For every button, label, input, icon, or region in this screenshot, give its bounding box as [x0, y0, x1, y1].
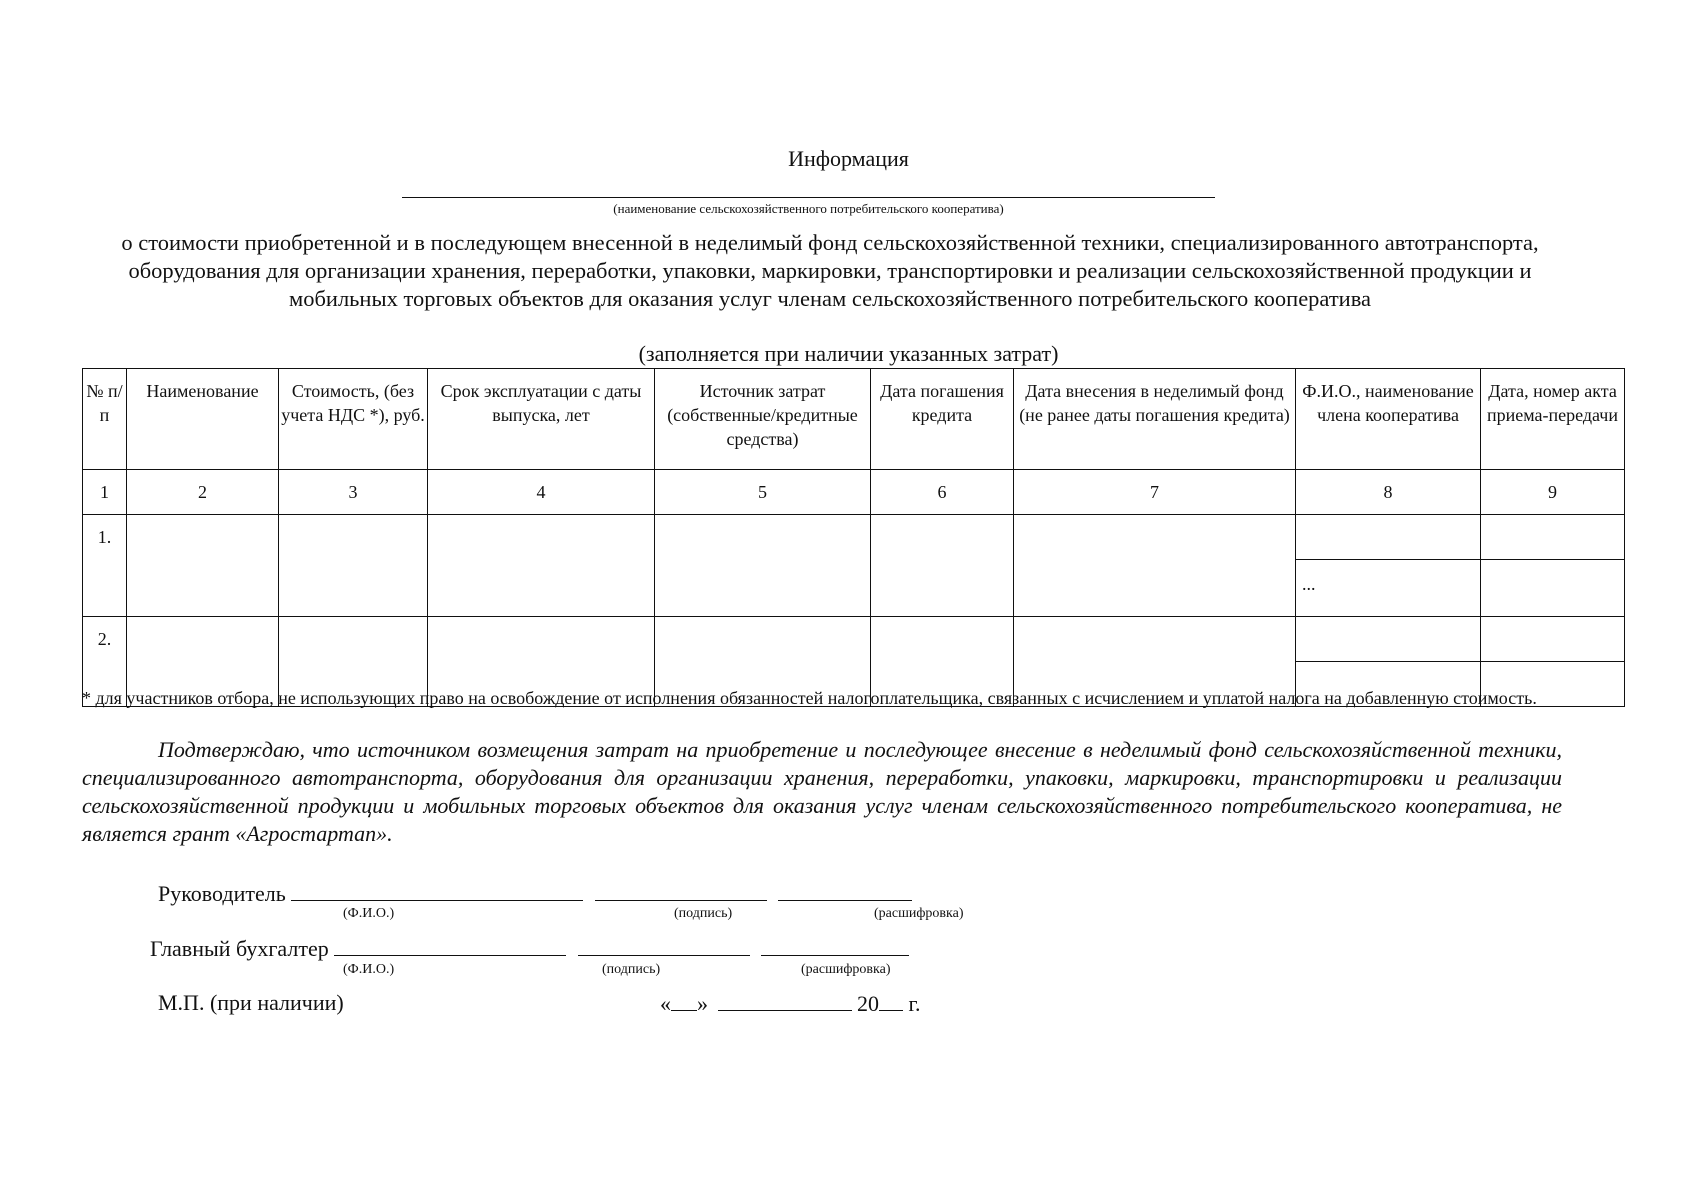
- table-cell: [1481, 515, 1625, 560]
- date-quote-close: »: [697, 991, 708, 1016]
- table-row: [83, 617, 1625, 662]
- accountant-label: Главный бухгалтер: [150, 936, 329, 961]
- accountant-sign-caption: (подпись): [602, 962, 661, 977]
- table-header-row: [83, 369, 1625, 470]
- head-fio-line: [291, 880, 583, 901]
- header-cell: Дата погашения кредита: [871, 369, 1014, 470]
- accountant-fio-caption: (Ф.И.О.): [343, 962, 395, 977]
- row-number: 2.: [83, 617, 127, 707]
- table-cell: [428, 515, 655, 617]
- member-ellipsis: ...: [1296, 560, 1481, 617]
- table-cell: [127, 515, 279, 617]
- accountant-decode-caption: (расшифровка): [801, 962, 891, 977]
- column-number: 3: [279, 470, 428, 515]
- page-title: Информация: [788, 146, 909, 171]
- year-blank: [879, 990, 903, 1011]
- header-cell: Срок эксплуатации с даты выпуска, лет: [428, 369, 655, 470]
- row-number: 1.: [83, 515, 127, 617]
- table-row: [83, 515, 1625, 560]
- year-suffix: г.: [908, 991, 921, 1016]
- cost-info-table: [82, 368, 1625, 707]
- year-prefix: 20: [857, 991, 879, 1016]
- head-sign-caption: (подпись): [674, 906, 733, 921]
- header-cell: Дата внесения в неделимый фонд (не ранее даты погашения кредита): [1014, 369, 1296, 470]
- head-signature-row: [158, 880, 912, 907]
- month-blank: [718, 990, 852, 1011]
- accountant-decode-line: [761, 935, 909, 956]
- column-number: 7: [1014, 470, 1296, 515]
- column-number: 4: [428, 470, 655, 515]
- table-cell: [871, 515, 1014, 617]
- table-cell: [279, 515, 428, 617]
- accountant-signature-row: [150, 935, 909, 962]
- fill-note: (заполняется при наличии указанных затрат): [638, 341, 1059, 366]
- organization-name-line: [402, 197, 1215, 198]
- day-blank: [671, 990, 697, 1011]
- header-cell: Источник затрат (собственные/кредитные средства): [655, 369, 871, 470]
- organization-caption: (наименование сельскохозяйственного потребительского кооператива): [613, 201, 1004, 216]
- column-number: 5: [655, 470, 871, 515]
- date-line: [660, 990, 921, 1017]
- table-cell: [1296, 617, 1481, 662]
- header-cell: Стоимость, (без учета НДС *), руб.: [279, 369, 428, 470]
- table-cell: [1481, 617, 1625, 662]
- column-number: 8: [1296, 470, 1481, 515]
- date-quote-open: «: [660, 991, 671, 1016]
- head-label: Руководитель: [158, 881, 286, 906]
- head-sign-line: [595, 880, 767, 901]
- accountant-fio-line: [334, 935, 566, 956]
- column-number: 6: [871, 470, 1014, 515]
- column-number: 1: [83, 470, 127, 515]
- footnote: * для участников отбора, не использующих право на освобождение от исполнения обязанностей налогоплательщика, связанных с исчислением и уплатой налога на добавленную стоимость.: [82, 688, 1537, 708]
- header-cell: Дата, номер акта приема-передачи: [1481, 369, 1625, 470]
- column-number-row: [83, 470, 1625, 515]
- document-description: о стоимости приобретенной и в последующем внесенной в неделимый фонд сельскохозяйственной техники, специализированного автотранспорта, оборудования для организации хранения, переработки, упаковки, маркировки, транспортировки и реализации сельскохозяйственной продукции и мобильных торговых объектов для оказания услуг членам сельскохозяйственного потребительского кооператива: [121, 230, 1539, 311]
- table-cell: [1296, 515, 1481, 560]
- header-cell: № п/п: [83, 369, 127, 470]
- head-fio-caption: (Ф.И.О.): [343, 906, 395, 921]
- column-number: 2: [127, 470, 279, 515]
- accountant-sign-line: [578, 935, 750, 956]
- header-cell: Ф.И.О., наименование члена кооператива: [1296, 369, 1481, 470]
- column-number: 9: [1481, 470, 1625, 515]
- confirmation-statement: Подтверждаю, что источником возмещения затрат на приобретение и последующее внесение в неделимый фонд сельскохозяйственной техники, специализированного автотранспорта, оборудования для организации хранения, переработки, упаковки, маркировки, транспортировки и реализации сельскохозяйственной продукции и мобильных торговых объектов для оказания услуг членам сельскохозяйственного потребительского кооператива, не является грант «Агростартап».: [82, 737, 1562, 846]
- stamp-label: М.П. (при наличии): [158, 990, 344, 1015]
- table-cell: [655, 515, 871, 617]
- head-decode-line: [778, 880, 912, 901]
- header-cell: Наименование: [127, 369, 279, 470]
- table-cell: [1481, 560, 1625, 617]
- table-cell: [1014, 515, 1296, 617]
- head-decode-caption: (расшифровка): [874, 906, 964, 921]
